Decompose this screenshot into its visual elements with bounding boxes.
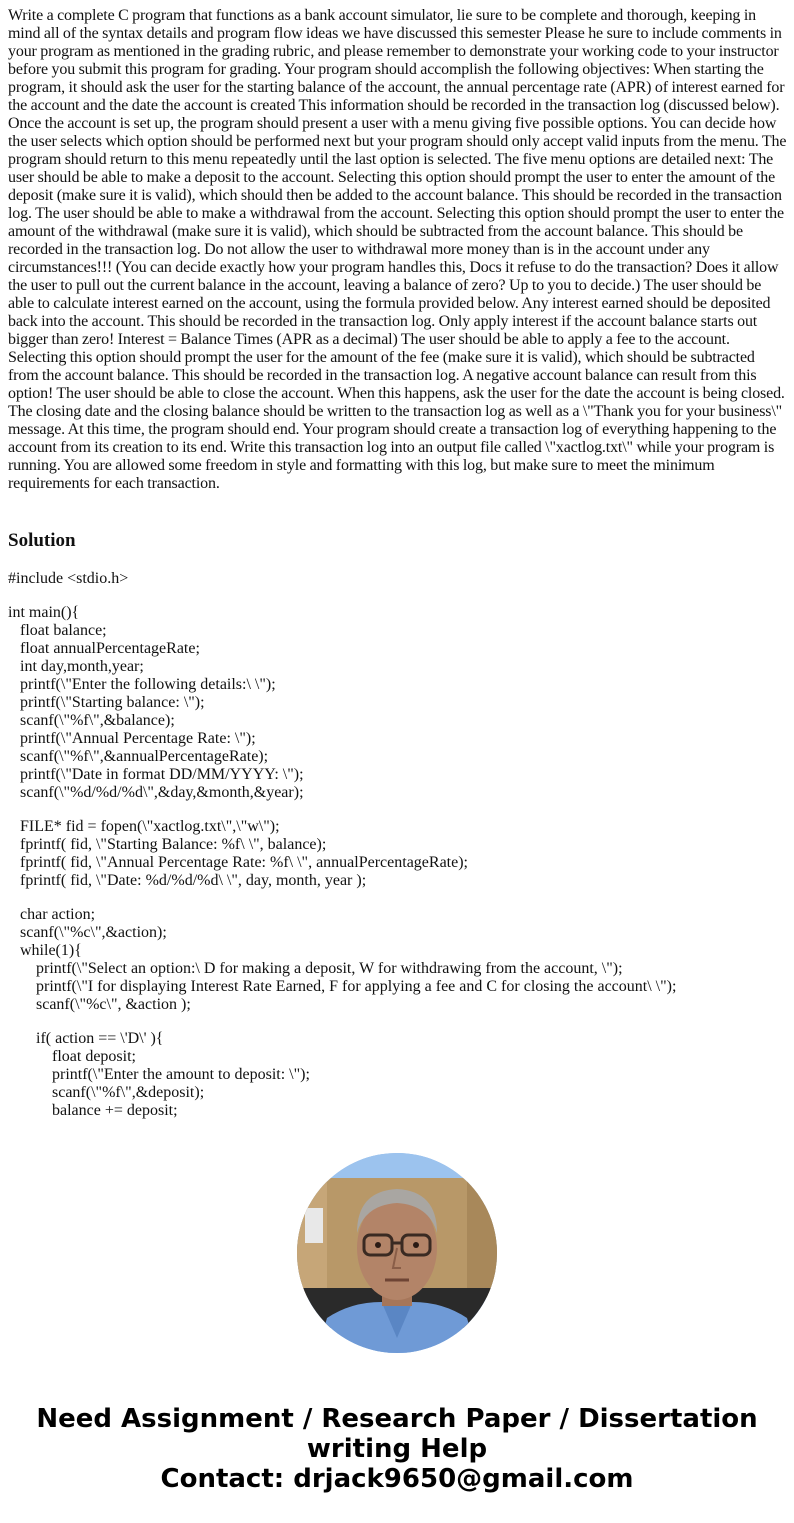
code-line: printf(\"Date in format DD/MM/YYYY: \"); [20,766,304,783]
promo-line-1: Need Assignment / Research Paper / Dissertation [36,1404,758,1434]
person-photo-icon [297,1153,497,1353]
code-line: printf(\"I for displaying Interest Rate Earned, F for applying a fee and C for closing the account\ \"); [36,978,677,995]
solution-code [8,570,676,1120]
code-line: int day,month,year; [20,658,144,675]
code-line: fprintf( fid, \"Date: %d/%d/%d\ \", day, month, year ); [20,872,367,889]
code-line: FILE* fid = fopen(\"xactlog.txt\",\"w\"); [20,818,280,835]
code-line: char action; [20,906,96,923]
code-line: printf(\"Select an option:\ D for making a deposit, W for withdrawing from the account, \"); [36,960,623,977]
author-avatar [297,1153,497,1353]
code-blank-line [8,890,676,906]
promo-banner [0,1404,794,1494]
code-line: float balance; [20,622,107,639]
code-line: fprintf( fid, \"Annual Percentage Rate: %f\ \", annualPercentageRate); [20,854,468,871]
code-line: int main(){ [8,604,80,621]
code-blank-line [8,1014,676,1030]
code-line: fprintf( fid, \"Starting Balance: %f\ \", balance); [20,836,327,853]
code-line: printf(\"Starting balance: \"); [20,694,205,711]
promo-contact: Contact: drjack9650@gmail.com [160,1464,634,1494]
code-line: printf(\"Annual Percentage Rate: \"); [20,730,256,747]
code-blank-line [8,588,676,604]
code-line: scanf(\"%d/%d/%d\",&day,&month,&year); [20,784,304,801]
code-line: printf(\"Enter the amount to deposit: \"); [52,1066,310,1083]
code-line: if( action == \'D\' ){ [36,1030,164,1047]
code-line: scanf(\"%c\", &action ); [36,996,191,1013]
code-line: printf(\"Enter the following details:\ \"); [20,676,276,693]
promo-line-2: writing Help [306,1434,488,1464]
code-line: #include <stdio.h> [8,570,129,587]
question-text: Write a complete C program that functions as a bank account simulator, lie sure to be complete and thorough, keeping in mind all of the syntax details and program flow ideas we have discussed this semester Please he sure to include comments in your program as mentioned in the grading rubric, and please remember to demonstrate your working code to your instructor before you submit this program for grading. Your program should accomplish the following objectives: When starting the program, it should ask the user for the starting balance of the account, the annual percentage rate (APR) of interest earned for the account and the date the account is created This information should be recorded in the transaction log (discussed below). Once the account is set up, the program should present a user with a menu giving five possible options. You can decide how the user selects which option should be performed next but your program should only accept valid inputs from the menu. The program should return to this menu repeatedly until the last option is selected. The five menu options are detailed next: The user should be able to make a deposit to the account. Selecting this option should prompt the user to enter the amount of the deposit (make sure it is valid), which should then be added to the account balance. This should be recorded in the transaction log. The user should be able to make a withdrawal from the account. Selecting this option should prompt the user to enter the amount of the withdrawal (make sure it is valid), which should be subtracted from the account balance. This should be recorded in the transaction log. Do not allow the user to withdrawal more money than is in the account under any circumstances!!! (You can decide exactly how your program handles this, Docs it refuse to do the transaction? Does it allow the user to pull out the current balance in the account, leaving a balance of zero? Up to you to decide.) The user should be able to calculate interest earned on the account, using the formula provided below. Any interest earned should be deposited back into the account. This should be recorded in the transaction log. Only apply interest if the account balance starts out bigger than zero! Interest = Balance Times (APR as a decimal) The user should be able to apply a fee to the account. Selecting this option should prompt the user for the amount of the fee (make sure it is valid), which should be subtracted from the account balance. This should be recorded in the transaction log. A negative account balance can result from this option! The user should be able to close the account. When this happens, ask the user for the date the account is being closed. The closing date and the closing balance should be written to the transaction log as well as a \"Thank you for your business\" message. At this time, the program should end. Your program should create a transaction log of everything happening to the account from its creation to its end. Write this transaction log into an output file called \"xactlog.txt\" while your program is running. You are allowed some freedom in style and formatting with this log, but make sure to meet the minimum requirements for each transaction. [8,7,787,492]
code-line: float deposit; [52,1048,136,1065]
code-line: scanf(\"%f\",&balance); [20,712,175,729]
code-line: float annualPercentageRate; [20,640,200,657]
code-line: while(1){ [20,942,82,959]
solution-heading: Solution [8,530,76,551]
code-line: balance += deposit; [52,1102,178,1119]
code-blank-line [8,802,676,818]
code-line: scanf(\"%f\",&deposit); [52,1084,205,1101]
code-line: scanf(\"%c\",&action); [20,924,167,941]
code-line: scanf(\"%f\",&annualPercentageRate); [20,748,269,765]
